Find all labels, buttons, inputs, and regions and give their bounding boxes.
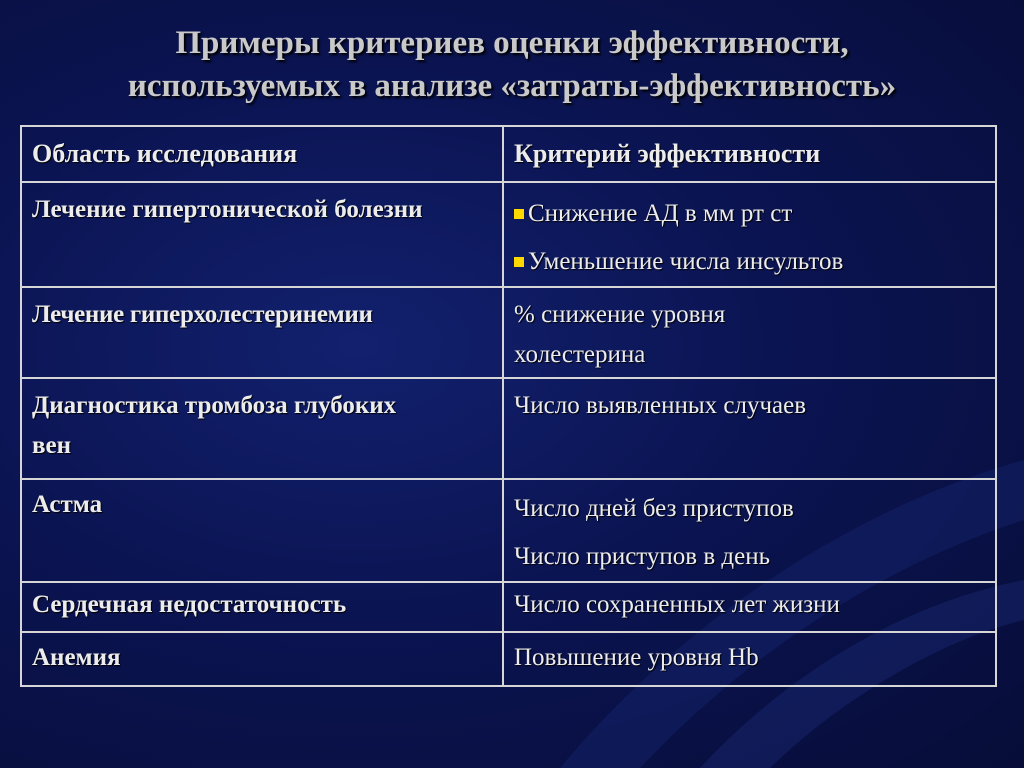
title-line-2: используемых в анализе «затраты-эффективность» <box>127 68 897 104</box>
criteria-cell <box>503 479 996 582</box>
criteria-item: Число приступов в день <box>514 543 770 570</box>
slide-title <box>0 22 1024 108</box>
criteria-item: Число дней без приступов <box>514 495 794 522</box>
area-cell <box>21 287 503 378</box>
criteria-cell <box>503 582 996 632</box>
area-label: Лечение гипертонической болезни <box>32 196 423 223</box>
table-row <box>21 632 996 686</box>
criteria-item: Число сохраненных лет жизни <box>514 591 840 618</box>
criteria-cell <box>503 287 996 378</box>
area-label: Диагностика тромбоза глубоких вен <box>32 392 397 459</box>
criteria-item: % снижение уровня холестерина <box>514 301 726 368</box>
area-label: Анемия <box>32 644 121 671</box>
header-area: Область исследования <box>21 126 503 182</box>
area-cell <box>21 378 503 479</box>
table-header-row <box>21 126 996 182</box>
title-line-1: Примеры критериев оценки эффективности, <box>175 25 849 61</box>
criteria-table <box>20 125 997 687</box>
criteria-item: Повышение уровня Hb <box>514 644 759 671</box>
area-cell <box>21 182 503 287</box>
header-criteria: Критерий эффективности <box>503 126 996 182</box>
area-cell <box>21 479 503 582</box>
table-row <box>21 287 996 378</box>
square-bullet-icon <box>514 209 524 219</box>
table-row <box>21 582 996 632</box>
table-row <box>21 378 996 479</box>
table-row <box>21 182 996 287</box>
area-label: Сердечная недостаточность <box>32 591 347 618</box>
area-cell <box>21 632 503 686</box>
criteria-cell <box>503 378 996 479</box>
table-row <box>21 479 996 582</box>
criteria-item: Снижение АД в мм рт ст <box>514 190 987 238</box>
square-bullet-icon <box>514 257 524 267</box>
criteria-item: Число выявленных случаев <box>514 392 807 419</box>
criteria-cell <box>503 632 996 686</box>
area-label: Лечение гиперхолестеринемии <box>32 301 373 328</box>
criteria-cell <box>503 182 996 287</box>
area-label: Астма <box>32 491 103 518</box>
area-cell <box>21 582 503 632</box>
criteria-item: Уменьшение числа инсультов <box>514 238 987 286</box>
